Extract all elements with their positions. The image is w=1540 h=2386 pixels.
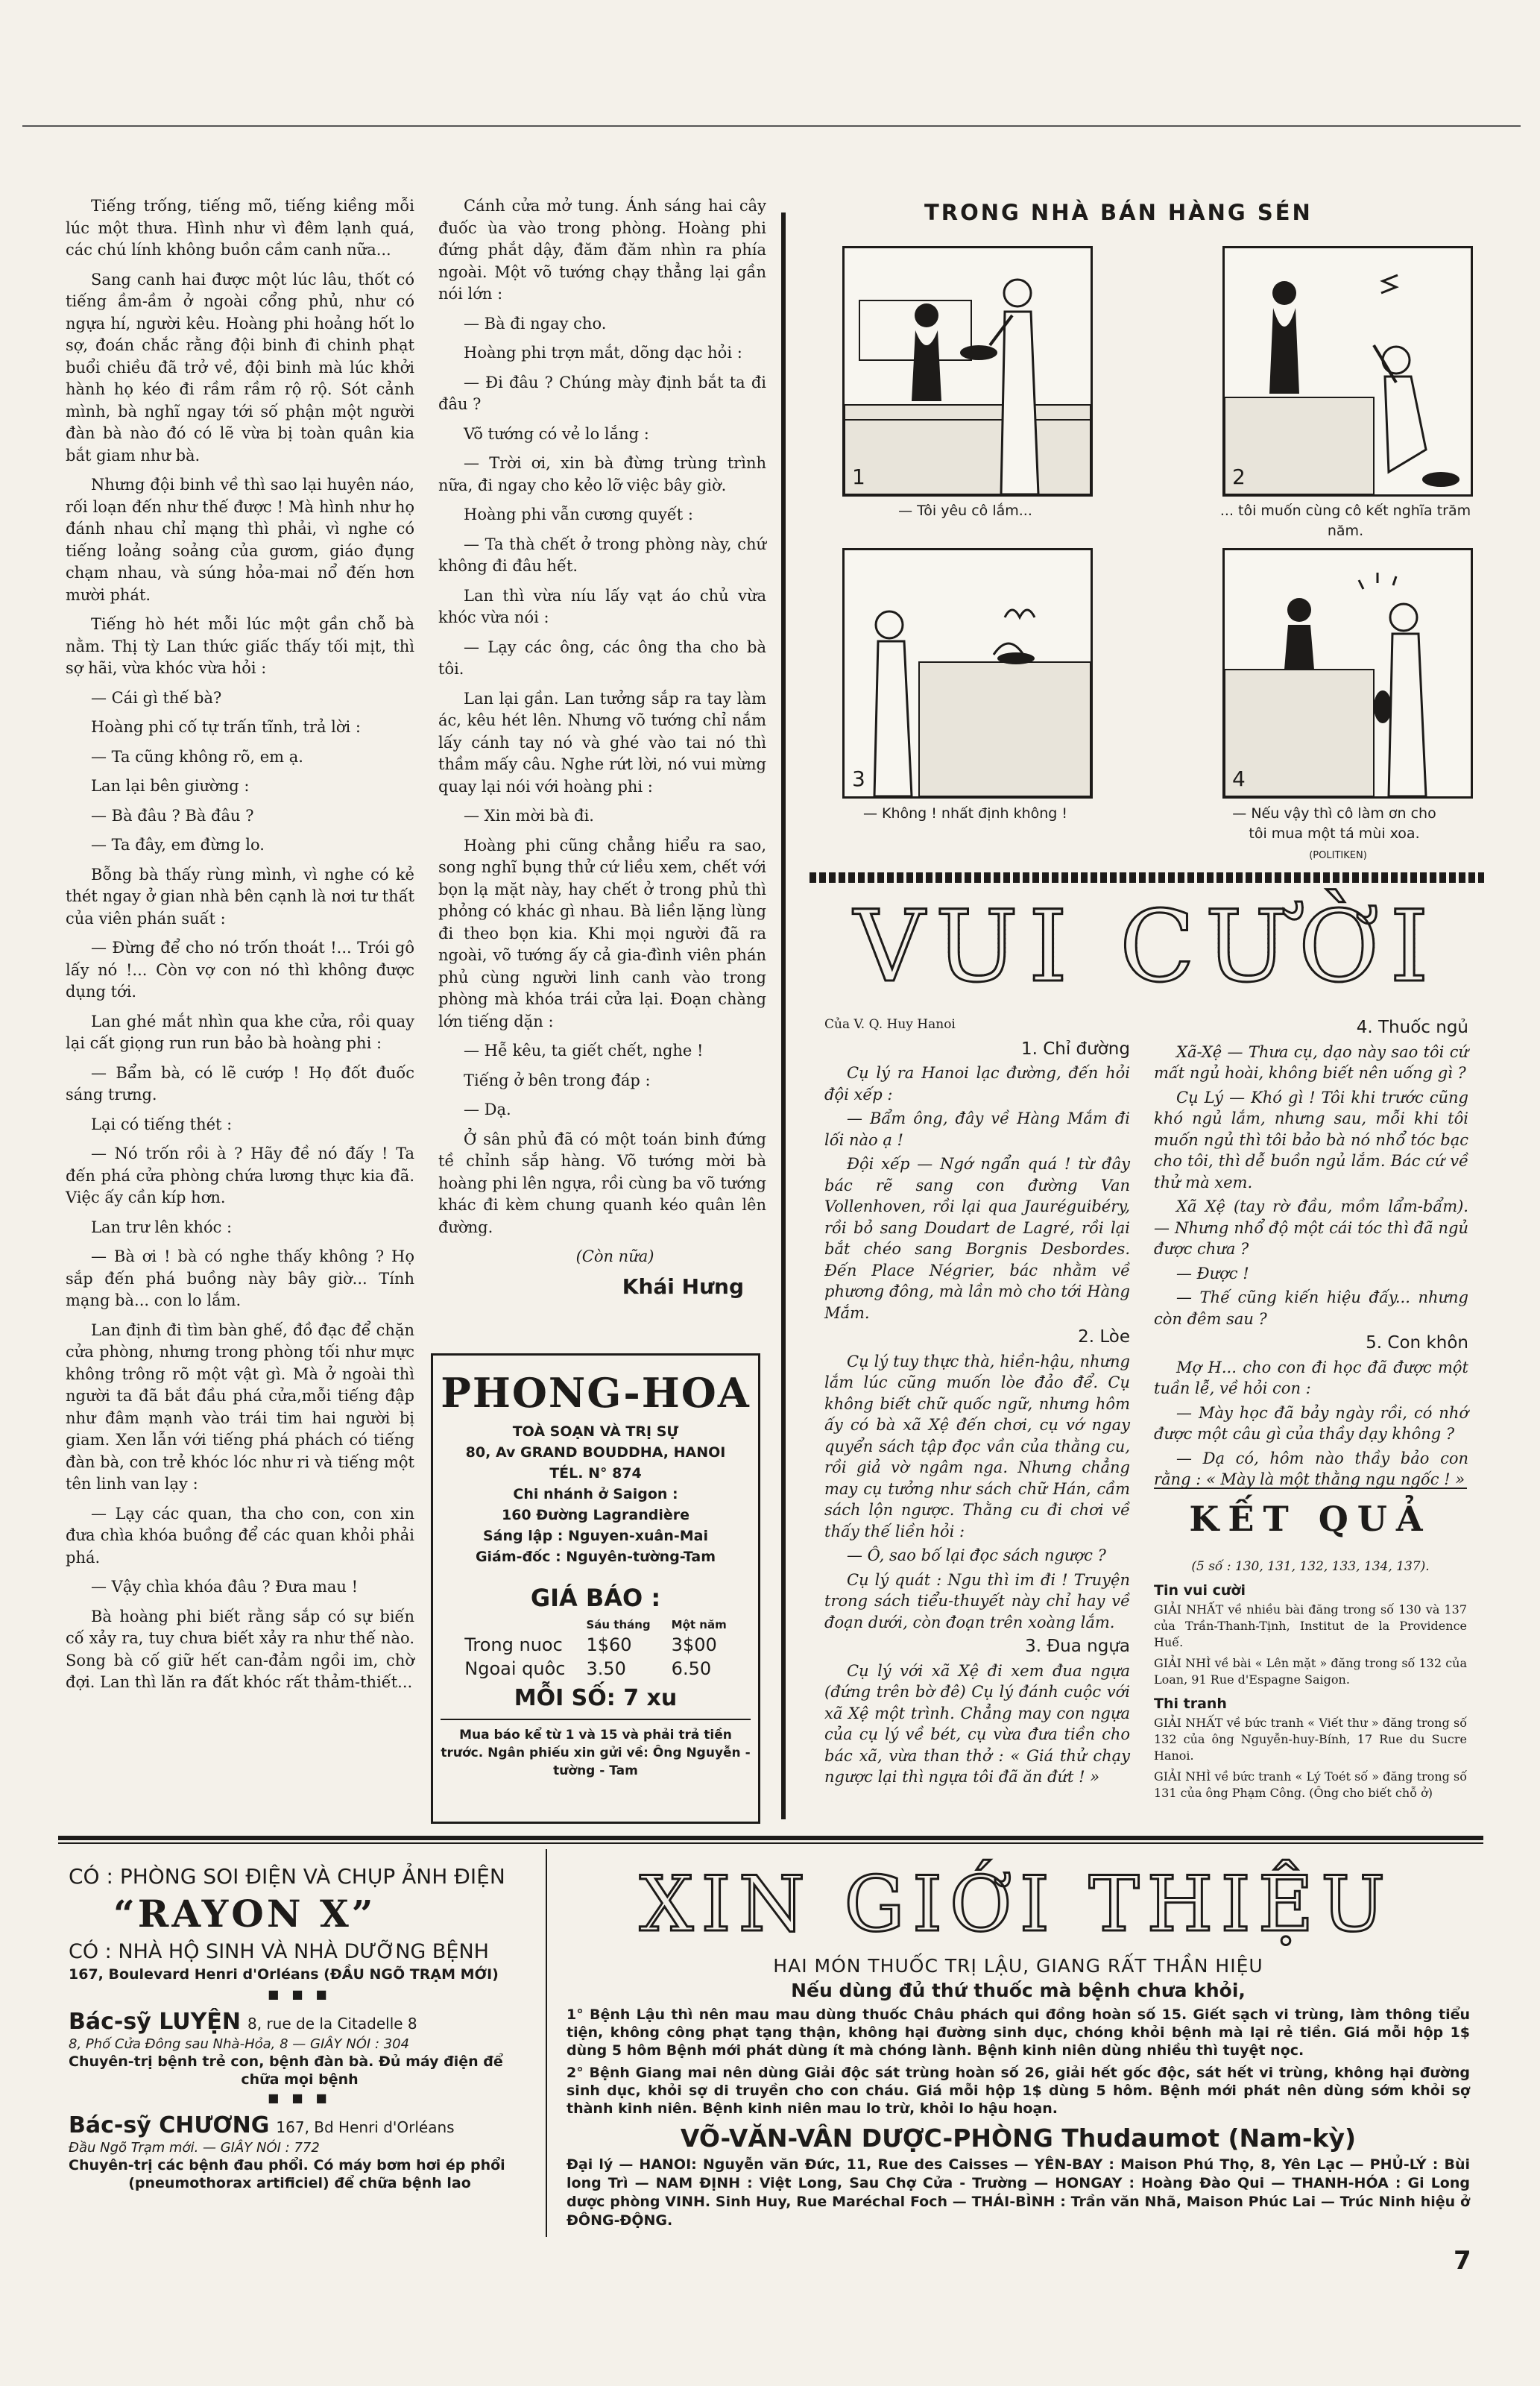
story-paragraph: — Cái gì thế bà? <box>91 688 222 707</box>
story-paragraph: — Xin mời bà đi. <box>464 807 594 825</box>
story-paragraph: Hoàng phi vẫn cương quyết : <box>464 506 693 523</box>
story-paragraph: Lan lại bên giường : <box>91 777 250 795</box>
phong-hoa-masthead-box <box>431 1353 760 1824</box>
story-paragraph: Tiếng trống, tiếng mõ, tiếng kiềng mỗi lúc một thưa. Hình như vì đêm lạnh quá, các chú lính không buồn cầm canh nữa... <box>66 197 414 259</box>
clinic-advertisement: CÓ : PHÒNG SOI ĐIỆN VÀ CHỤP ẢNH ĐIỆN “RAYON X” CÓ : NHÀ HỘ SINH VÀ NHÀ DƯỠNG BỆNH 167, Boulevard Henri d'Orléans (ĐẦU NGÕ TRẠM MỚI) ■ ■ ■ Bác-sỹ LUYỆN 8, rue de la Citadelle 8 8, Phố Cửa Đông sau Nhà-Hỏa, 8 — GIÂY NÓI : 304 Chuyên-trị bệnh trẻ con, bệnh đàn bà. Đủ máy điện để chữa mọi bệnh ■ ■ ■ Bác-sỹ CHƯƠNG 167, Bd Henri d'Orléans Đầu Ngõ Trạm mới. — GIÂY NÓI : 772 Chuyên-trị các bệnh đau phổi. Có máy bơm hơi ép phổi (pneumothorax artificiel) để chữa bệnh lao <box>69 1864 531 2193</box>
story-column-1 <box>66 195 414 1702</box>
story-column-2 <box>438 195 766 1297</box>
masthead-line: Sáng lập : Nguyen-xuân-Mai <box>483 1528 708 1544</box>
joke-heading: 5. Con khôn <box>1366 1333 1468 1353</box>
page-number: 7 <box>1454 2246 1471 2276</box>
results-body: (5 số : 130, 131, 132, 133, 134, 137). Tin vui cười GIẢI NHẤT về nhiều bài đăng trong số 130 và 137 của Trần-Thanh-Tịnh, Institut de la Providence Huế. GIẢI NHÌ về bài « Lên mặt » đăng trong số 132 của Loan, 91 Rue d'Espagne Saigon. Thi tranh GIẢI NHẤT về bức tranh « Viết thư » đăng trong số 132 của ông Nguyễn-huy-Bính, 17 Rue du Sucre Hanoi. GIẢI NHÌ về bức tranh « Lý Toét số » đăng trong số 131 của ông Phạm Công. (Ông cho biết chỗ ở) <box>1154 1559 1467 1800</box>
xin-gioi-thieu-title: XIN GIỚI THIỆU <box>639 1860 1393 1949</box>
story-paragraph: — Lạy các ông, các ông tha cho bà tôi. <box>438 638 766 678</box>
story-paragraph: Ở sân phủ đã có một toán binh đứng tề chỉnh sắp hàng. Võ tướng mời bà hoàng phi lên ngựa, rồi cùng ba võ tướng khác đi kèm chung quanh kéo quân lên đường. <box>438 1130 766 1236</box>
rayon-x-logo: “RAYON X” <box>113 1892 376 1936</box>
phong-hoa-info <box>433 1421 758 1567</box>
author-signature: Khái Hưng <box>622 1274 744 1299</box>
column-divider <box>781 213 786 1819</box>
masthead-line: TOÀ SOẠN VÀ TRỊ SỰ <box>512 1423 679 1440</box>
story-paragraph: — Nó trốn rồi à ? Hãy đề nó đấy ! Ta đến phá cửa phòng chứa lương thực kia đã. Việc ấy cần kíp hơn. <box>66 1145 414 1206</box>
joke-paragraph: — Mày học đã bảy ngày rồi, có nhớ được một câu gì của thầy dạy không ? <box>1154 1403 1468 1443</box>
jokes-column-left <box>824 1014 1130 1791</box>
bottom-divider <box>58 1836 1483 1840</box>
jokes-column-right <box>1154 1014 1468 1493</box>
joke-heading: 2. Lòe <box>1078 1327 1130 1347</box>
subscription-note: Mua báo kể từ 1 và 15 và phải trả tiền trước. Ngân phiếu xin gửi về: Ông Nguyễn - tường - Tam <box>441 1719 751 1780</box>
joke-paragraph: Xã-Xệ — Thưa cụ, dạo này sao tôi cứ mất ngủ hoài, không biết nên uống gì ? <box>1154 1042 1468 1082</box>
story-paragraph: Bà hoàng phi biết rằng sắp có sự biến cố xảy ra, tuy chưa biết xảy ra như thế nào. Song bà cố giữ hết can-đảm ngồi im, chờ đợi. Lan thì lăn ra đất khóc rất thảm-thiết... <box>66 1607 414 1691</box>
joke-paragraph: Cụ lý với xã Xệ đi xem đua ngựa (đứng trên bờ đê) Cụ lý đánh cuộc với xã Xệ một trình. Chẳng may con ngựa của cụ lý về bét, cụ vừa đưa tiền cho bác xã, vừa than thở : « Giá thử chạy ngược lại thì ngựa tôi đã ăn đứt ! » <box>824 1661 1130 1786</box>
joke-paragraph: Xã Xệ (tay rờ đầu, mồm lẩm-bẩm). — Nhưng nhổ độ một cái tóc thì đã ngủ được chưa ? <box>1154 1197 1468 1258</box>
story-paragraph: Lan trư lên khóc : <box>91 1218 233 1236</box>
top-border <box>22 125 1521 127</box>
results-divider <box>1154 1488 1467 1489</box>
joke-paragraph: Cụ lý ra Hanoi lạc đường, đến hỏi đội xếp : <box>824 1064 1130 1104</box>
comic-drawing-1 <box>845 248 1091 494</box>
comic-panel-3 <box>842 548 1093 799</box>
masthead-line: Chi nhánh ở Saigon : <box>513 1486 678 1502</box>
joke-paragraph: Cụ Lý — Khó gì ! Tôi khi trước cũng khó ngủ lắm, nhưng sau, mỗi khi tôi muốn ngủ thì tôi bảo bà nó nhổ tóc bạc cho tôi, thì dễ buồn ngủ lắm. Bác cứ về thử mà xem. <box>1154 1088 1468 1192</box>
joke-heading: 1. Chỉ đường <box>1020 1039 1130 1059</box>
comic-drawing-2 <box>1225 248 1471 494</box>
story-paragraph: — Hễ kêu, ta giết chết, nghe ! <box>464 1042 704 1060</box>
phong-hoa-logo: PHONG-HOA <box>441 1369 751 1417</box>
story-paragraph: Lan ghé mắt nhìn qua khe cửa, rồi quay lại cất giọng run run bảo bà hoàng phi : <box>66 1012 414 1052</box>
joke-paragraph: — Được ! <box>1176 1264 1249 1282</box>
story-paragraph: Hoàng phi cũng chẳng hiểu ra sao, song nghĩ bụng thử cứ liều xem, chết với bọn lạ mặt này, hay chết ở trong phủ thì phỏng có khác gì nhau. Bà liền lặng lùng đi theo bọn kia. Khi mọi người đã ra ngoài, võ tướng ấy cả gia-đình viên phán phủ cùng người linh canh vào trong phòng mà khóa trái cửa lại. Đoạn chàng lớn tiếng dặn : <box>438 836 766 1030</box>
pharmacy-brand: VÕ-VĂN-VÂN DƯỢC-PHÒNG Thudaumot (Nam-kỳ) <box>680 2124 1357 2153</box>
panel-number: 1 <box>852 465 865 489</box>
joke-paragraph: — Ô, sao bố lại đọc sách ngược ? <box>847 1546 1106 1564</box>
price-table <box>454 1617 736 1681</box>
story-paragraph: — Bà ơi ! bà có nghe thấy không ? Họ sắp đến phá buồng này bây giờ... Tính mạng bà... con lo lắm. <box>66 1247 414 1309</box>
story-paragraph: Võ tướng có vẻ lo lắng : <box>464 424 649 443</box>
comic-caption-2: ... tôi muốn cùng cô kết nghĩa trăm năm. <box>1219 503 1471 539</box>
medicine-advertisement: HAI MÓN THUỐC TRỊ LẬU, GIANG RẤT THẦN HIỆU Nếu dùng đủ thứ thuốc mà bệnh chưa khỏi, 1° Bệnh Lậu thì nên mau mau dùng thuốc Châu phách qui đồng hoàn số 15. Giết sạch vi trùng, làm thông tiểu tiện, không công phạt tạng thận, không hại đường sinh dục, chóng khỏi bệnh mà lại rẻ tiền. Giá mỗi hộp 1$ dùng 5 hôm Bệnh mới phát dùng ít mà chóng lành. Bệnh kinh niên dùng nhiều thì tuyệt nọc. 2° Bệnh Giang mai nên dùng Giải độc sát trùng hoàn số 26, giải hết gốc độc, sát hết vi trùng, không hại đường sinh dục, khỏi sợ di truyền cho con cháu. Giá mỗi hộp 1$ dùng 5 hôm. Bệnh mới phát nên dùng sớm khỏi sợ thành kinh niên. Bệnh kinh niên mau lo trừ, khỏi lo hậu hoạn. VÕ-VĂN-VÂN DƯỢC-PHÒNG Thudaumot (Nam-kỳ) Đại lý — HANOI: Nguyễn văn Đức, 11, Rue des Caisses — YÊN-BAY : Maison Phú Thọ, 8, Yên Lạc — PHỦ-LÝ : Bùi long Trì — NAM ĐỊNH : Việt Long, Sau Chợ Cửa - Trường — HONGAY : Hoàng Đào Qui — THANH-HÓA : Gi Long dược phòng VINH. Sinh Huy, Rue Maréchal Foch — THÁI-BÌNH : Trần văn Nhã, Maison Phúc Lai — Trúc Ninh hiệu ở ĐÔNG-ĐỘNG. <box>567 1955 1470 2229</box>
story-paragraph: Sang canh hai được một lúc lâu, thốt có tiếng ầm-ầm ở ngoài cổng phủ, như có ngựa hí, người kêu. Hoàng phi hoảng hốt lo sợ, đoán chắc rằng đội binh đi chinh phạt buổi chiều đã trở về, đội binh mà lúc khởi hành họ kéo đi rầm rầm rộ rộ. Sót cảnh mình, bà nghĩ ngay tới số phận một người đàn bà nào đó có lẽ vừa bị toàn quân kia bắt giam như bà. <box>66 270 414 465</box>
story-paragraph: — Bà đi ngay cho. <box>464 314 607 333</box>
story-paragraph: Bỗng bà thấy rùng mình, vì nghe có kẻ thét ngay ở gian nhà bên cạnh là nơi tư thất của viên phán suất : <box>66 865 414 928</box>
story-paragraph: Lại có tiếng thét : <box>91 1115 233 1133</box>
comic-caption-3: — Không ! nhất định không ! <box>862 805 1068 822</box>
joke-paragraph: Mợ H... cho con đi học đã được một tuần lễ, về hỏi con : <box>1154 1358 1468 1397</box>
story-paragraph: — Lạy các quan, tha cho con, con xin đưa chìa khóa buồng để các quan khỏi phải phá. <box>66 1504 414 1567</box>
story-paragraph: — Dạ. <box>464 1101 511 1118</box>
ad-divider <box>546 1849 547 2237</box>
story-paragraph: — Vậy chìa khóa đâu ? Đưa mau ! <box>91 1578 359 1596</box>
joke-paragraph: — Dạ có, hôm nào thầy bảo con rằng : « Mày là một thằng ngu ngốc ! » <box>1154 1449 1468 1488</box>
story-paragraph: Tiếng ở bên trong đáp : <box>464 1071 651 1089</box>
comic-drawing-3 <box>845 550 1091 796</box>
comic-credit: (POLITIKEN) <box>1309 850 1367 861</box>
masthead-line: TÉL. N° 874 <box>549 1465 642 1482</box>
joke-paragraph: Đội xếp — Ngớ ngẩn quá ! từ đây bác rẽ sang con đường Van Vollenhoven, rồi lại qua Jauréguibéry, rồi bỏ sang Doudart de Lagré, rồi lại bắt chéo sang Borgnis Desbordes. Đến Place Négrier, bác nhằm về phương đông, mà lần mò cho tới Hàng Mắm. <box>824 1155 1130 1322</box>
story-paragraph: — Bà đâu ? Bà đâu ? <box>91 806 254 825</box>
story-paragraph: Lan thì vừa níu lấy vạt áo chủ vừa khóc vừa nói : <box>438 586 766 626</box>
story-paragraph: Lan lại gần. Lan tưởng sắp ra tay làm ác, kêu hét lên. Nhưng võ tướng chỉ nắm lấy cánh tay nó và ghé vào tai nó thì thầm mấy câu. Nghe rứt lời, nó vui mừng quay lại nói với hoàng phi : <box>438 689 766 796</box>
vui-cuoi-title: VUI CƯỜI <box>811 895 1482 999</box>
separator-marks: ■ ■ ■ <box>268 1987 332 2001</box>
story-paragraph: — Trời ơi, xin bà đừng trùng trình nữa, đi ngay cho kẻo lỡ việc bây giờ. <box>438 454 766 494</box>
price-row: Trong nuoc 1$60 3$00 <box>464 1634 717 1655</box>
joke-heading: 4. Thuốc ngủ <box>1356 1018 1468 1037</box>
story-paragraph: — Ta thà chết ở trong phòng này, chứ không đi đâu hết. <box>438 535 766 575</box>
price-heading: GIÁ BÁO : <box>530 1584 661 1612</box>
section-divider <box>810 872 1484 883</box>
story-paragraph: — Ta cũng không rõ, em ạ. <box>91 747 303 766</box>
joke-paragraph: — Thế cũng kiến hiệu đấy... nhưng còn đêm sau ? <box>1154 1288 1468 1328</box>
story-paragraph: — Ta đây, em đừng lo. <box>91 836 265 854</box>
story-paragraph: Hoàng phi cố tự trấn tĩnh, trả lời : <box>91 718 362 736</box>
price-col-six: Sáu tháng <box>586 1618 651 1631</box>
comic-panel-2 <box>1222 246 1473 497</box>
doctor-chuong: Bác-sỹ CHƯƠNG 167, Bd Henri d'Orléans <box>69 2112 455 2138</box>
bottom-divider-thin <box>58 1842 1483 1844</box>
story-paragraph: — Bẩm bà, có lẽ cướp ! Họ đốt đuốc sáng trưng. <box>66 1063 414 1104</box>
single-issue-price: MỖI SỐ: 7 xu <box>514 1685 678 1711</box>
comic-panel-4 <box>1222 548 1473 799</box>
comic-caption-4: — Nếu vậy thì cô làm ơn cho tôi mua một tá mùi xoa. (POLITIKEN) <box>1232 805 1436 861</box>
separator-marks: ■ ■ ■ <box>268 2091 332 2105</box>
price-row: Ngoai quôc 3.50 6.50 <box>464 1658 712 1679</box>
story-paragraph: Tiếng hò hét mỗi lúc một gần chỗ bà nằm. Thị tỳ Lan thức giấc thấy tối mịt, thì sợ hãi, vừa khóc vừa hỏi : <box>66 615 414 677</box>
comic-caption-1: — Tôi yêu cô lắm... <box>898 503 1032 519</box>
doctor-luyen: Bác-sỹ LUYỆN 8, rue de la Citadelle 8 <box>69 2009 417 2035</box>
panel-number: 3 <box>852 767 865 791</box>
panel-number: 2 <box>1232 465 1246 489</box>
joke-paragraph: Cụ lý tuy thực thà, hiền-hậu, nhưng lắm lúc cũng muốn lòe đảo để. Cụ không biết chữ quốc ngữ, nhưng hôm ấy có bà xã Xệ đến chơi, cụ vớ ngay quyển sách tập đọc vần của thằng cu, rồi giả vờ ngâm nga. Nhưng chẳng may cụ tưởng như sách chữ Hán, cầm sách lộn ngược. Thằng cu đi chơi về thấy thế liền hỏi : <box>824 1352 1130 1540</box>
comic-panel-1 <box>842 246 1093 497</box>
price-col-year: Một năm <box>671 1618 727 1631</box>
joke-heading: 3. Đua ngựa <box>1025 1637 1130 1656</box>
agents-list: Đại lý — HANOI: Nguyễn văn Đức, 11, Rue des Caisses — YÊN-BAY : Maison Phú Thọ, 8, Yên Lạc — PHỦ-LÝ : Bùi long Trì — NAM ĐỊNH : Việt Long, Sau Chợ Cửa - Trường — HONGAY : Hoàng Đào Qui — THANH-HÓA : Gi Long dược phòng VINH. Sinh Huy, Rue Maréchal Foch — THÁI-BÌNH : Trần văn Nhã, Maison Phúc Lai — Trúc Ninh hiệu ở ĐÔNG-ĐỘNG. <box>567 2156 1470 2229</box>
masthead-line: 80, Av GRAND BOUDDHA, HANOI <box>465 1444 726 1461</box>
story-paragraph: Nhưng đội binh về thì sao lại huyên náo, rối loạn đến như thế được ! Mà hình như họ đánh nhau chỉ mạng thì phải, vì nghe có tiếng loảng soảng của gươm, giáo đụng chạm nhau, và súng hỏa-mai nổ đến hơn mười phát. <box>66 476 414 604</box>
comic-title: TRONG NHÀ BÁN HÀNG SÉN <box>924 200 1313 225</box>
story-paragraph: Cánh cửa mở tung. Ánh sáng hai cây đuốc ùa vào trong phòng. Hoàng phi đứng phắt dậy, đăm đăm nhìn ra phía ngoài. Một võ tướng chạy thẳng lại gần nói lớn : <box>438 197 766 303</box>
results-title: KẾT QUẢ <box>1189 1499 1432 1539</box>
masthead-line: Giám-đốc : Nguyên-tường-Tam <box>475 1549 716 1565</box>
comic-drawing-4 <box>1225 550 1471 796</box>
masthead-line: 160 Đường Lagrandière <box>501 1507 690 1523</box>
jokes-source: Của V. Q. Huy Hanoi <box>824 1017 956 1032</box>
continued-note: (Còn nữa) <box>575 1247 654 1265</box>
joke-paragraph: — Bẩm ông, đây về Hàng Mắm đi lối nào ạ ! <box>824 1109 1130 1149</box>
panel-number: 4 <box>1232 767 1246 791</box>
story-paragraph: Hoàng phi trợn mắt, dõng dạc hỏi : <box>464 344 742 362</box>
story-paragraph: Lan định đi tìm bàn ghế, đồ đạc để chặn cửa phòng, nhưng trong phòng tối như mực không trông rõ một vật gì. Mà ở ngoài thì người ta đã bắt đầu phá cửa,mỗi tiếng đập như đâm mạnh vào trái tim hai người bị giam. Xen lẫn với tiếng phá phách có tiếng đàn bà, con trẻ khóc lóc như ri và tiếng một tên linh van lạy : <box>66 1321 414 1493</box>
joke-paragraph: Cụ lý quát : Ngu thì im đi ! Truyện trong sách tiểu-thuyết này chỉ hay về đoạn dưới, còn đoạn trên xoàng lắm. <box>824 1570 1130 1631</box>
story-paragraph: — Đừng để cho nó trốn thoát !... Trói gô lấy nó !... Còn vợ con nó thì không được dụng tới. <box>66 939 414 1001</box>
story-paragraph: — Đi đâu ? Chúng mày định bắt ta đi đâu ? <box>438 373 766 413</box>
